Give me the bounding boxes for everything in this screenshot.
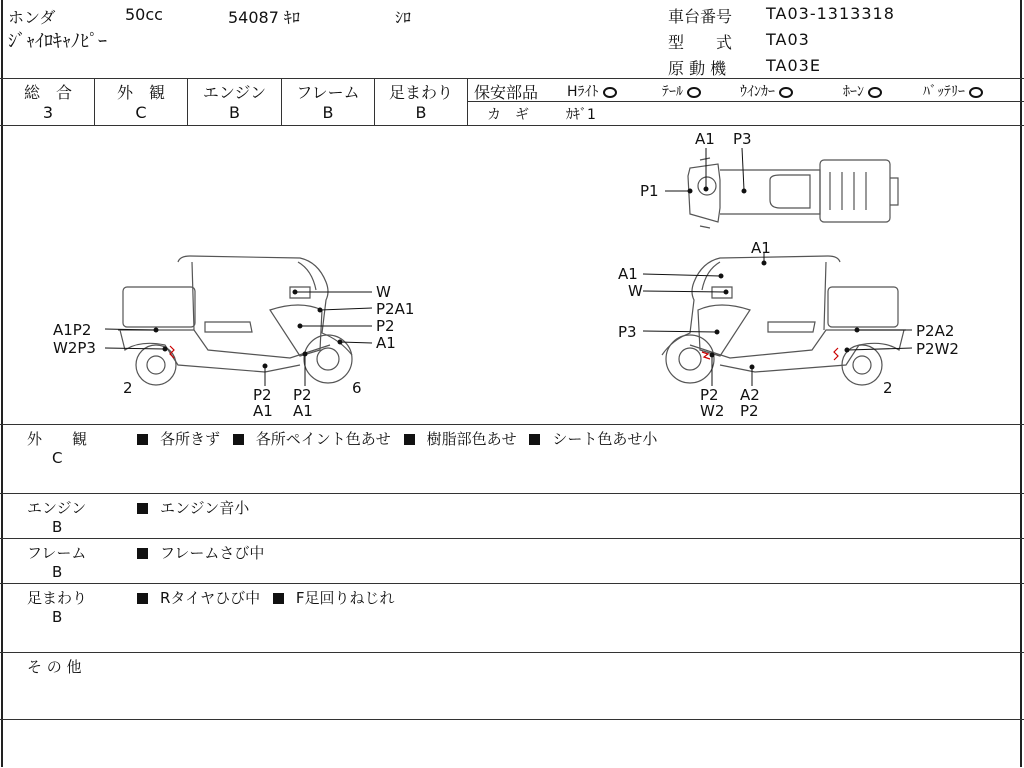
right-bottom1-top: P2 (700, 386, 719, 404)
safety-battery (923, 81, 983, 101)
displacement: 50cc (125, 5, 163, 24)
note-item: エンジン音小 (160, 499, 250, 517)
left-label-w2p3: W2P3 (53, 339, 96, 357)
divider (0, 424, 1024, 425)
note-item: 各所ペイント色あせ (255, 430, 391, 448)
right-label-p2w2: P2W2 (916, 340, 959, 358)
check-circle-icon (603, 87, 617, 98)
bullet-square-icon (529, 434, 540, 445)
bullet-square-icon (137, 548, 148, 559)
top-label-a1: A1 (695, 130, 715, 148)
engine-grade-label: エンジン (202, 83, 267, 102)
note-item: シート色あせ小 (552, 430, 658, 448)
top-label-p3: P3 (733, 130, 752, 148)
key-value: ｶｷﾞ1 (566, 107, 596, 123)
battery-label: ﾊﾞｯﾃﾘｰ (923, 84, 965, 100)
bullet-square-icon (137, 503, 148, 514)
divider (0, 493, 1024, 494)
right-bottom2-top: A2 (740, 386, 760, 404)
bullet-square-icon (233, 434, 244, 445)
left-label-a1: A1 (376, 334, 396, 352)
divider (0, 583, 1024, 584)
tail-label: ﾃｰﾙ (662, 84, 683, 100)
note-item: Rタイヤひび中 (160, 589, 261, 607)
left-bottom1-bottom: A1 (253, 402, 273, 420)
frame-no-label: 車台番号 (668, 7, 733, 26)
note-items-exterior (137, 428, 657, 449)
headlight-label: Hﾗｲﾄ (567, 84, 599, 100)
note-items-frame (137, 542, 264, 563)
model-name: ｼﾞｬｲﾛｷｬﾉﾋﾟｰ (8, 31, 107, 52)
key-label: カ ギ (487, 107, 529, 123)
frame-grade: B (322, 103, 334, 122)
damage-diagram (0, 126, 1024, 424)
note-label-engine: エンジン (27, 499, 87, 517)
note-label-other: そ の 他 (27, 658, 82, 676)
safety-headlight (567, 81, 617, 101)
exterior-grade: C (135, 103, 147, 122)
left-label-2: 2 (123, 379, 133, 397)
overall-grade: 3 (42, 103, 54, 122)
scooter-left-side-view (118, 256, 352, 385)
frame-grade-label: フレーム (296, 83, 360, 102)
right-label-w: W (628, 282, 643, 300)
divider (0, 652, 1024, 653)
note-item: 各所きず (160, 430, 221, 448)
right-label-a1-top: A1 (751, 239, 771, 257)
overall-label: 総 合 (23, 83, 72, 102)
note-grade-exterior: C (52, 449, 63, 467)
divider (467, 101, 1024, 102)
check-circle-icon (687, 87, 701, 98)
note-label-exterior: 外 観 (27, 430, 88, 448)
left-label-a1p2: A1P2 (53, 321, 92, 339)
frame-no: TA03-1313318 (766, 4, 895, 23)
type-label: 型 式 (668, 33, 733, 52)
exterior-label: 外 観 (116, 83, 165, 102)
bullet-square-icon (137, 434, 148, 445)
check-circle-icon (969, 87, 983, 98)
right-bottom2-bottom: P2 (740, 402, 759, 420)
suspension-grade: B (415, 103, 427, 122)
note-grade-frame: B (52, 563, 63, 581)
right-bottom1-bottom: W2 (700, 402, 725, 420)
top-label-p1: P1 (640, 182, 659, 200)
engine-model: TA03E (766, 56, 821, 75)
maker: ホンダ (8, 8, 56, 27)
note-items-suspension (137, 587, 395, 608)
safety-tail (662, 81, 701, 101)
note-item: フレームさび中 (160, 544, 265, 562)
check-circle-icon (868, 87, 882, 98)
divider (467, 78, 468, 125)
safety-winker (740, 81, 793, 101)
suspension-grade-label: 足まわり (388, 83, 453, 102)
left-label-p2a1: P2A1 (376, 300, 415, 318)
horn-label: ﾎｰﾝ (843, 84, 864, 100)
divider (0, 719, 1024, 720)
right-label-2: 2 (883, 379, 893, 397)
left-bottom2-bottom: A1 (293, 402, 313, 420)
right-label-a1: A1 (618, 265, 638, 283)
scooter-top-view (688, 158, 898, 228)
left-label-p2: P2 (376, 317, 395, 335)
safety-horn (843, 81, 882, 101)
note-label-frame: フレーム (27, 544, 87, 562)
engine-grade: B (229, 103, 240, 122)
bullet-square-icon (404, 434, 415, 445)
left-bottom1-top: P2 (253, 386, 272, 404)
note-item: F足回りねじれ (295, 589, 395, 607)
right-label-p3: P3 (618, 323, 637, 341)
left-label-w: W (376, 283, 391, 301)
color: ｼﾛ (395, 8, 412, 27)
note-label-suspension: 足まわり (27, 589, 88, 607)
divider (0, 538, 1024, 539)
safety-label: 保安部品 (474, 83, 539, 102)
winker-label: ｳｲﾝｶｰ (740, 84, 775, 100)
mileage: 54087 ｷﾛ (228, 8, 300, 27)
left-bottom2-top: P2 (293, 386, 312, 404)
note-item: 樹脂部色あせ (426, 430, 517, 448)
crack-mark (834, 348, 838, 360)
note-grade-engine: B (52, 518, 63, 536)
bullet-square-icon (137, 593, 148, 604)
left-label-6: 6 (352, 379, 362, 397)
note-grade-suspension: B (52, 608, 63, 626)
note-items-engine (137, 497, 249, 518)
check-circle-icon (779, 87, 793, 98)
bullet-square-icon (273, 593, 284, 604)
type: TA03 (766, 30, 810, 49)
engine-label: 原 動 機 (668, 59, 727, 78)
divider (0, 78, 1024, 79)
right-label-p2a2: P2A2 (916, 322, 955, 340)
